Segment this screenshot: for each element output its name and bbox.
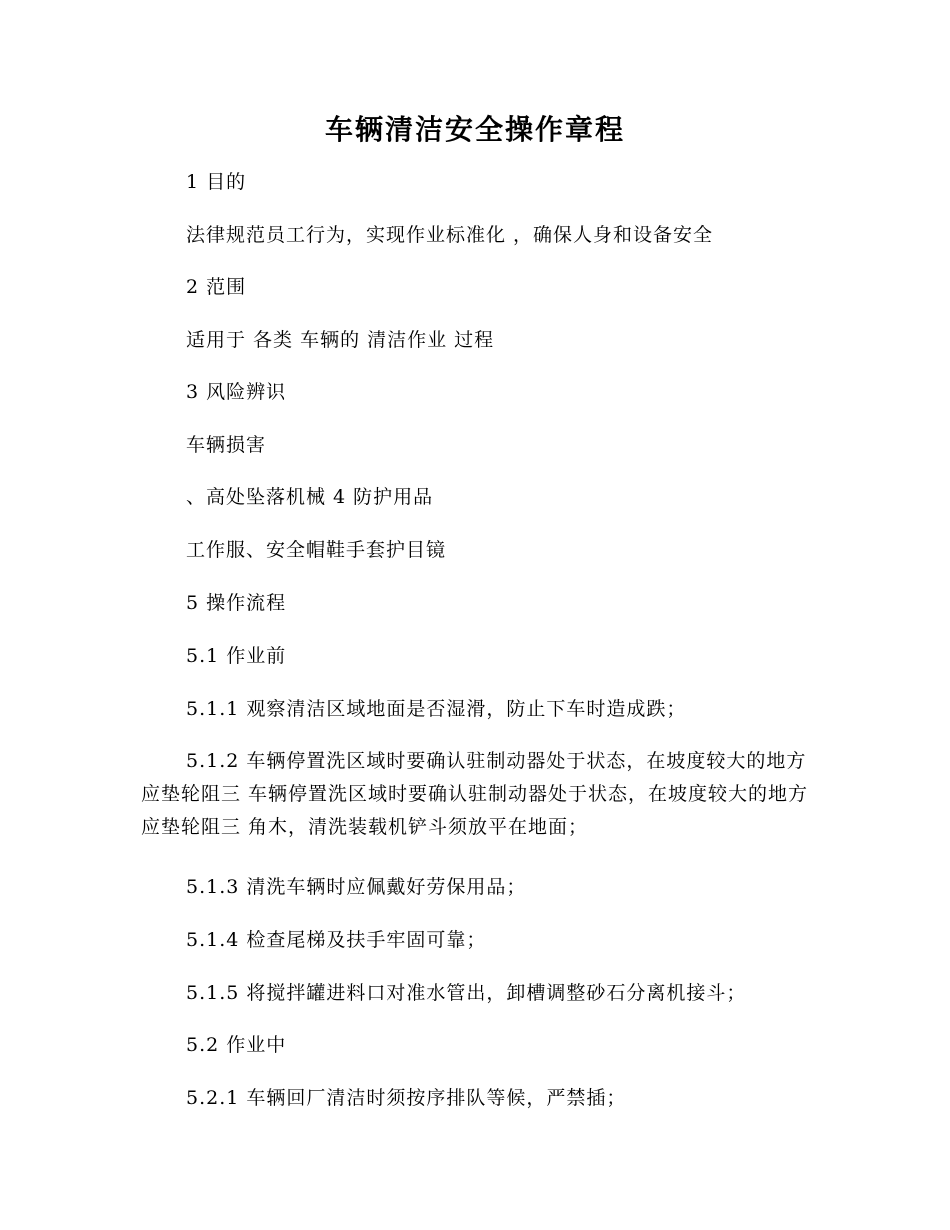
item-5-1-5: 5.1.5 将搅拌罐进料口对准水管出，卸槽调整砂石分离机接斗； <box>186 982 747 1004</box>
subsection-during-work: 5.2 作业中 <box>186 1034 287 1056</box>
item-5-1-3: 5.1.3 清洗车辆时应佩戴好劳保用品； <box>186 876 527 898</box>
section-heading-procedure: 5 操作流程 <box>186 592 287 614</box>
purpose-text: 法律规范员工行为，实现作业标准化 ，确保人身和设备安全 <box>186 224 714 246</box>
risk-protection-text: 、高处坠落机械 4 防护用品 <box>186 486 434 508</box>
scope-text: 适用于 各类 车辆的 清洁作业 过程 <box>186 329 495 351</box>
protection-text: 工作服、安全帽鞋手套护目镜 <box>186 539 447 561</box>
document-title: 车辆清洁安全操作章程 <box>324 113 625 146</box>
section-heading-purpose: 1 目的 <box>186 171 247 193</box>
item-5-1-1: 5.1.1 观察清洁区域地面是否湿滑，防止下车时造成跌； <box>186 698 687 720</box>
section-heading-scope: 2 范围 <box>186 276 247 298</box>
item-5-1-2: 5.1.2 车辆停置洗区域时要确认驻制动器处于状态，在坡度较大的地方应垫轮阻三 车辆停置洗区域时要确认驻制动器处于状态，在坡度较大的地方应垫轮阻三 角木，清洗装载机铲斗须放平在地面； <box>141 750 809 838</box>
item-5-1-4: 5.1.4 检查尾梯及扶手牢固可靠； <box>186 929 487 951</box>
item-5-2-1: 5.2.1 车辆回厂清洁时须按序排队等候，严禁插； <box>186 1087 627 1109</box>
section-heading-risk: 3 风险辨识 <box>186 381 287 403</box>
risk-text: 车辆损害 <box>186 434 267 456</box>
subsection-before-work: 5.1 作业前 <box>186 645 287 667</box>
